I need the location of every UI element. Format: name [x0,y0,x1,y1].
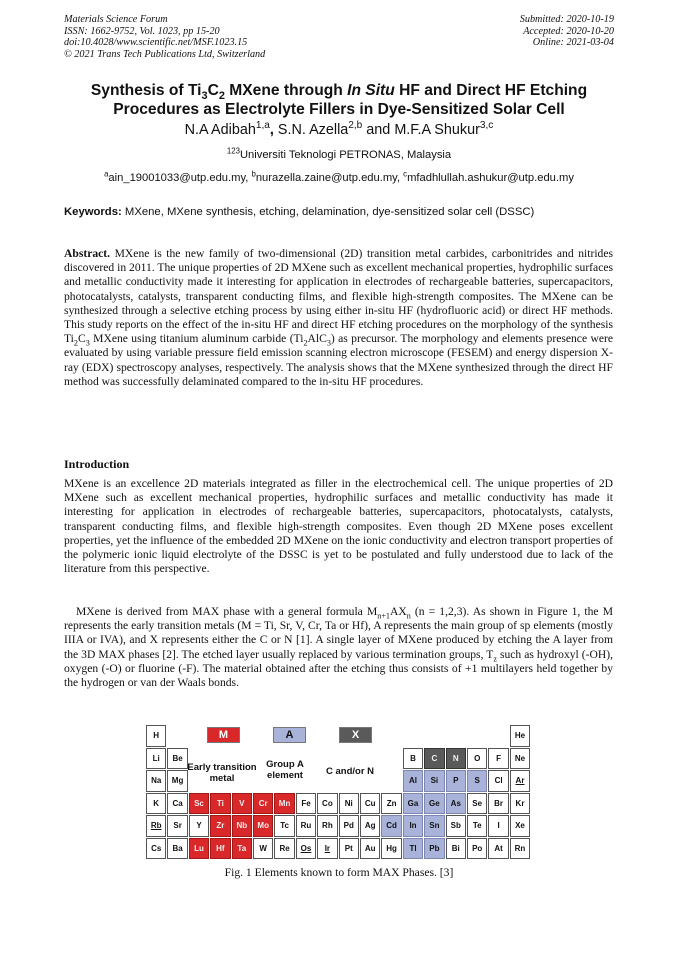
element-cell-se: Se [467,793,487,815]
element-cell-li: Li [146,748,166,770]
dates-header [520,14,614,49]
element-cell-ru: Ru [296,815,316,837]
element-cell-ir: Ir [317,838,337,860]
element-cell-pd: Pd [339,815,359,837]
element-cell-mn: Mn [274,793,294,815]
email-sup: c [403,169,408,179]
abstract-subscript: 3 [85,338,90,348]
affiliation [40,146,638,161]
element-cell-sb: Sb [446,815,466,837]
element-cell-kr: Kr [510,793,530,815]
title-text: MXene through [224,82,348,99]
element-cell-cr: Cr [253,793,273,815]
element-cell-be: Be [167,748,187,770]
element-cell-rh: Rh [317,815,337,837]
intro-text: such as hydroxyl (-OH), oxygen (-O) or fluorine (-F). The material obtained after the etching thus consists of +1 multilayers held together by the hydrogen or van der Waals bonds. [64,647,614,690]
intro-text: MXene is derived from MAX phase with a general formula M [76,605,378,618]
element-cell-hf: Hf [210,838,230,860]
element-cell-cl: Cl [488,770,508,792]
author-2-sup: 2,b [348,120,363,132]
element-cell-zn: Zn [381,793,401,815]
email-b: nurazella.zaine@utp.edu.my, [255,172,404,184]
intro-text: AX [389,605,407,618]
element-cell-ga: Ga [403,793,423,815]
keywords-text: MXene, MXene synthesis, etching, delamination, dye-sensitized solar cell (DSSC) [121,206,535,218]
element-cell-sn: Sn [424,815,444,837]
abstract-text: MXene is the new family of two-dimensional (2D) transition metal carbides, carbonitrides and nitrides discovered in 2011. The unique properties of 2D MXene such as excellent mechanical properties, hydrophilic surfaces and metallic conductivity made it interesting for application in electrodes of rechargeable batteries, supercapacitors, photocatalysts, catalysts, transparent conducting films, and flexible high-strength composites. The MXene can be synthesized through a selective etching process by using either in-situ HF (hydrofluoric acid) or direct HF methods. This study reports on the effect of the in-situ HF and direct HF etching procedures on the morphology of the synthesis Ti [64,247,613,346]
figure-caption: Fig. 1 Elements known to form MAX Phases. [3] [224,866,454,879]
element-cell-bi: Bi [446,838,466,860]
element-cell-zr: Zr [210,815,230,837]
element-cell-mo: Mo [253,815,273,837]
element-cell-re: Re [274,838,294,860]
journal-issn: ISSN: 1662-9752, Vol. 1023, pp 15-20 [64,25,220,37]
title-line-2: Procedures as Electrolyte Fillers in Dye-Sensitized Solar Cell [113,100,565,118]
element-cell-he: He [510,725,530,747]
journal-doi: doi:10.4028/www.scientific.net/MSF.1023.15 [64,37,248,49]
element-cell-hg: Hg [381,838,401,860]
email-sup: b [251,169,256,179]
element-cell-ag: Ag [360,815,380,837]
element-cell-rb: Rb [146,815,166,837]
journal-copyright: © 2021 Trans Tech Publications Ltd, Switzerland [64,48,266,60]
abstract-subscript: 2 [303,338,308,348]
element-cell-i: I [488,815,508,837]
element-cell-cs: Cs [146,838,166,860]
element-cell-tl: Tl [403,838,423,860]
element-cell-v: V [232,793,252,815]
submitted-date: Submitted: 2020-10-19 [519,14,614,25]
introduction-heading: Introduction [64,457,130,471]
element-cell-b: B [403,748,423,770]
introduction-paragraph-1: MXene is an excellence 2D materials integrated as filler in the electrochemical cell. The unique properties of 2D MXene such as excellent mechanical properties, hydrophilic surfaces and metallic conductivity has made it interesting for application in electrodes of rechargeable batteries, supercapacitors, photocatalysts, catalysts, transparent conducting films, and flexible high-strength composites. Even though 2D MXene poses excellent properties, yet the influence of the embedded 2D MXene on the ionic conductivity and electron transport properties of the polymeric ionic liquid electrolyte of the DSSC is yet to be postulated and fully understood due to lack of the literature from this perspective. [64,477,613,576]
journal-header [64,14,265,60]
title-text: HF and Direct HF Etching [394,82,588,99]
element-cell-o: O [467,748,487,770]
author-3-sup: 3,c [479,120,494,132]
author-2: S.N. Azella [277,122,349,138]
element-cell-ge: Ge [424,793,444,815]
intro-subscript: z [493,653,497,663]
author-1: N.A Adibah [184,122,256,138]
element-cell-os: Os [296,838,316,860]
element-cell-sc: Sc [189,793,209,815]
element-cell-n: N [446,748,466,770]
title-subscript: 3 [201,90,208,103]
element-cell-na: Na [146,770,166,792]
element-cell-si: Si [424,770,444,792]
label-early-transition-metal: Early transition metal [187,762,257,784]
affiliation-sup: 123 [226,146,240,156]
element-cell-at: At [488,838,508,860]
abstract-text: C [77,332,86,346]
keywords-label: Keywords: [64,206,122,218]
abstract [64,247,613,389]
element-cell-ni: Ni [339,793,359,815]
online-date: Online: 2021-03-04 [532,37,614,49]
element-cell-h: H [146,725,166,747]
title-text: Synthesis of Ti [90,82,202,99]
legend-a: A [273,727,306,743]
affiliation-text: Universiti Teknologi PETRONAS, Malaysia [239,149,452,161]
element-cell-rn: Rn [510,838,530,860]
author-list [40,122,638,138]
element-cell-f: F [488,748,508,770]
element-cell-w: W [253,838,273,860]
element-cell-ar: Ar [510,770,530,792]
element-cell-y: Y [189,815,209,837]
element-cell-in: In [403,815,423,837]
element-cell-co: Co [317,793,337,815]
label-group-a-element: Group A element [266,759,304,781]
element-cell-ti: Ti [210,793,230,815]
email-list [30,169,648,184]
element-cell-ne: Ne [510,748,530,770]
element-cell-p: P [446,770,466,792]
legend-m: M [207,727,240,743]
element-cell-ta: Ta [232,838,252,860]
element-cell-po: Po [467,838,487,860]
author-separator: , [269,122,278,138]
author-3: M.F.A Shukur [394,122,480,138]
email-sup: a [104,169,109,179]
author-separator: and [362,122,395,138]
title-italic: In Situ [347,82,395,99]
abstract-text: AlC [307,332,327,346]
element-cell-fe: Fe [296,793,316,815]
element-cell-cd: Cd [381,815,401,837]
element-cell-br: Br [488,793,508,815]
paper-title [40,82,638,119]
element-cell-ba: Ba [167,838,187,860]
element-cell-te: Te [467,815,487,837]
element-cell-au: Au [360,838,380,860]
element-cell-al: Al [403,770,423,792]
email-c: mfadhlullah.ashukur@utp.edu.my [407,172,574,184]
label-c-and-or-n: C and/or N [325,765,375,777]
title-text: C [207,82,219,99]
element-cell-pt: Pt [339,838,359,860]
accepted-date: Accepted: 2020-10-20 [523,25,614,37]
element-cell-xe: Xe [510,815,530,837]
element-cell-c: C [424,748,444,770]
element-cell-sr: Sr [167,815,187,837]
abstract-text: ) as precursor. The morphology and elements presence were evaluated by using variable pressure field emission scanning electron microscope (FESEM) and energy dispersion X-ray (EDX) spectroscopy analyses, respectively. The analysis shows that the MXene synthesized through the direct HF method was successfully delaminated compared to the in-situ HF procedures. [64,332,613,388]
element-cell-lu: Lu [189,838,209,860]
keywords [64,206,618,218]
title-subscript: 2 [218,90,225,103]
introduction-paragraph-2 [64,605,613,690]
element-cell-as: As [446,793,466,815]
element-cell-nb: Nb [232,815,252,837]
author-1-sup: 1,a [255,120,270,132]
abstract-subscript: 3 [326,338,331,348]
element-cell-s: S [467,770,487,792]
element-cell-mg: Mg [167,770,187,792]
element-cell-cu: Cu [360,793,380,815]
element-cell-tc: Tc [274,815,294,837]
element-cell-k: K [146,793,166,815]
email-a: ain_19001033@utp.edu.my, [108,172,252,184]
journal-name: Materials Science Forum [64,14,168,25]
abstract-subscript: 2 [73,338,78,348]
intro-text: (n = 1,2,3). As shown in Figure 1, the M represents the early transition metals (M = Ti, Sr, V, Cr, Ta or Hf), A represents the main group of sp elements (mostly IIIA or IVA), and X represents either the C or N [1]. A single layer of MXene produced by etching the A layer from the 3D MAX phases [2]. The etched layer usually replaced by various termination groups, T [64,605,614,661]
element-cell-pb: Pb [424,838,444,860]
intro-subscript: n [406,611,411,621]
abstract-label: Abstract. [64,247,111,260]
periodic-table-figure [145,724,531,862]
element-cell-ca: Ca [167,793,187,815]
abstract-text: MXene using titanium aluminum carbide (Ti [89,332,304,346]
intro-subscript: n+1 [377,611,390,621]
legend-x: X [339,727,372,743]
